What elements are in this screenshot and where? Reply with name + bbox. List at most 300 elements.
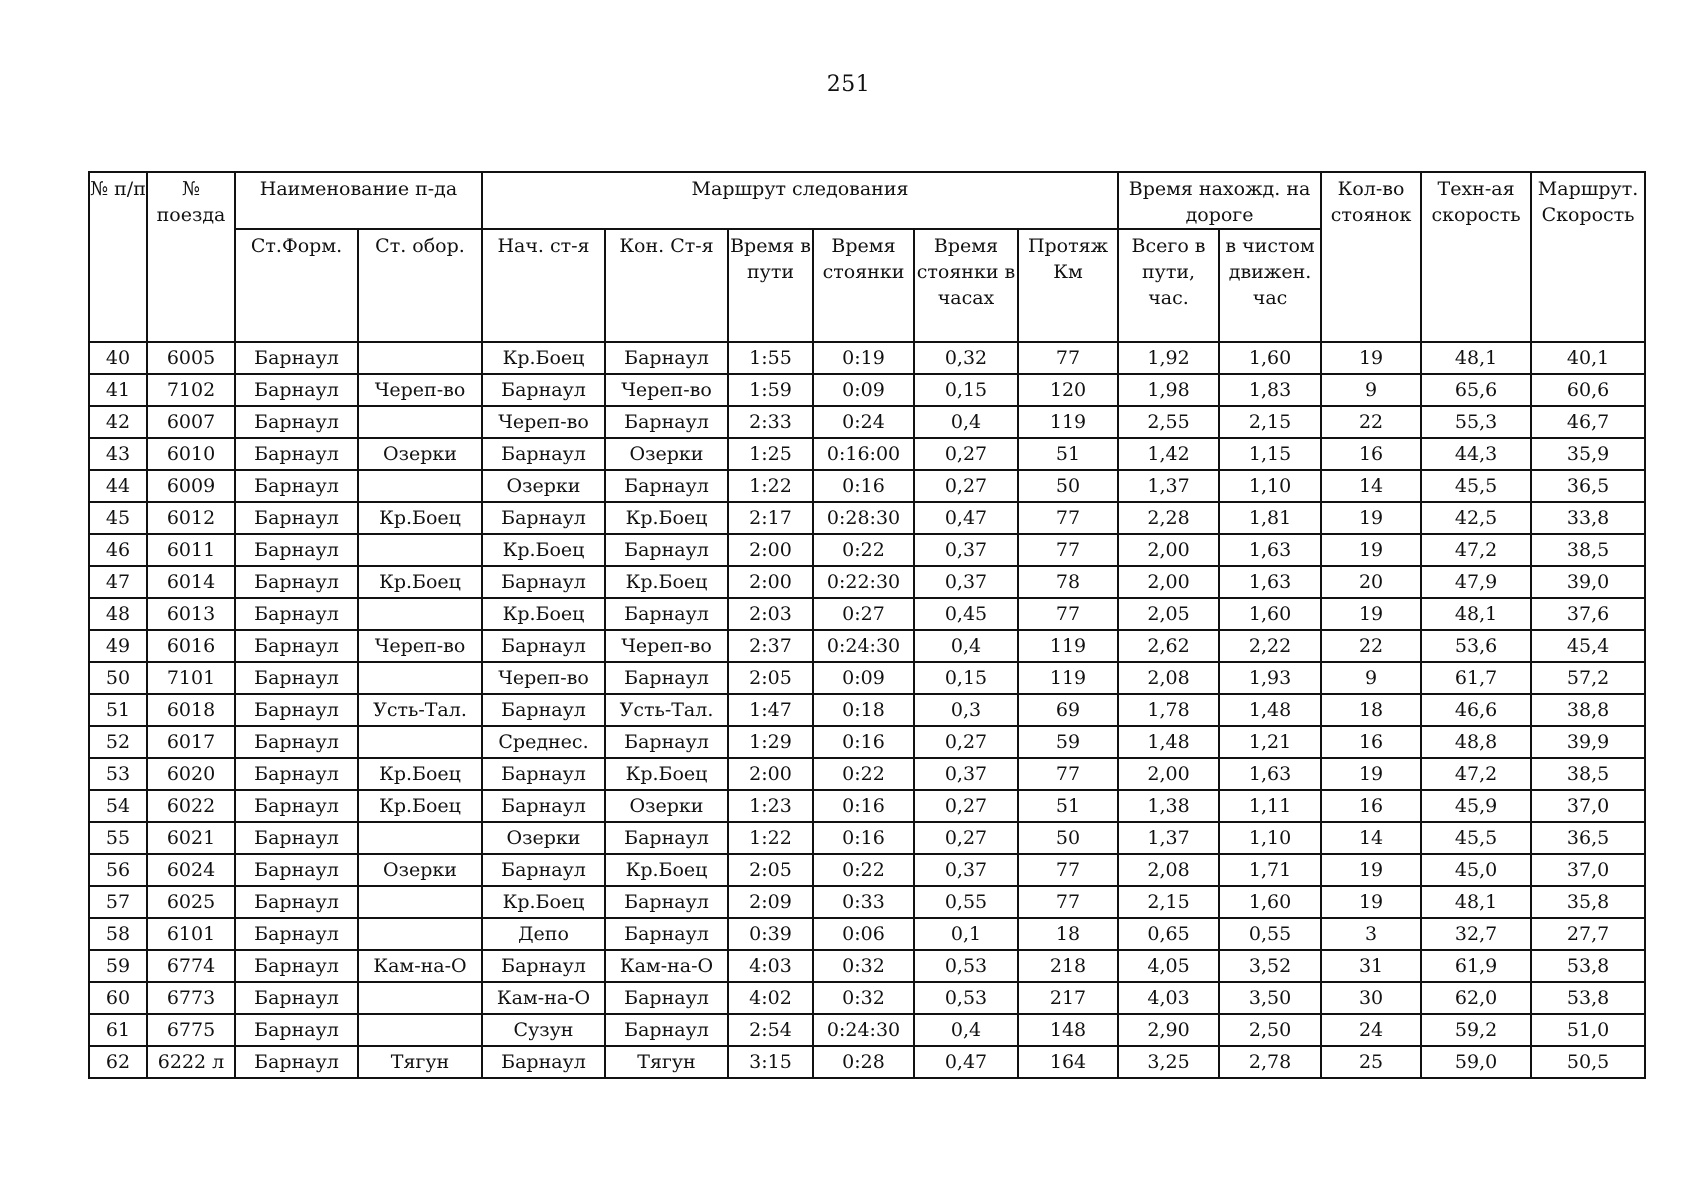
- table-cell: 9: [1321, 662, 1421, 694]
- table-cell: 32,7: [1421, 918, 1531, 950]
- table-cell: 14: [1321, 822, 1421, 854]
- table-cell: 38,5: [1531, 758, 1645, 790]
- table-cell: 2,08: [1118, 662, 1219, 694]
- table-cell: 6021: [147, 822, 235, 854]
- table-cell: 2,22: [1219, 630, 1321, 662]
- table-cell: 0,37: [914, 534, 1018, 566]
- table-cell: 6009: [147, 470, 235, 502]
- header-stop-hours: Время стоянки в часах: [914, 229, 1018, 342]
- table-row: [89, 470, 1645, 502]
- table-cell: 36,5: [1531, 470, 1645, 502]
- table-cell: 0:09: [813, 374, 914, 406]
- table-cell: 19: [1321, 886, 1421, 918]
- table-cell: 36,5: [1531, 822, 1645, 854]
- table-cell: Череп-во: [605, 374, 728, 406]
- table-cell: [358, 406, 482, 438]
- table-cell: 0:16: [813, 790, 914, 822]
- table-cell: [358, 470, 482, 502]
- table-cell: 46,7: [1531, 406, 1645, 438]
- table-cell: 0:32: [813, 982, 914, 1014]
- table-cell: 53: [89, 758, 147, 790]
- table-cell: 47,2: [1421, 758, 1531, 790]
- table-cell: Кр.Боец: [605, 502, 728, 534]
- table-cell: Барнаул: [605, 1014, 728, 1046]
- table-cell: 0:16: [813, 726, 914, 758]
- table-cell: Барнаул: [235, 566, 358, 598]
- table-cell: Барнаул: [605, 918, 728, 950]
- table-cell: 2,50: [1219, 1014, 1321, 1046]
- table-cell: 55: [89, 822, 147, 854]
- table-cell: 53,6: [1421, 630, 1531, 662]
- table-cell: Барнаул: [482, 694, 605, 726]
- table-cell: 6017: [147, 726, 235, 758]
- table-cell: 22: [1321, 630, 1421, 662]
- table-cell: 0:18: [813, 694, 914, 726]
- table-cell: Барнаул: [235, 1046, 358, 1078]
- table-cell: 46,6: [1421, 694, 1531, 726]
- table-cell: 1,81: [1219, 502, 1321, 534]
- table-cell: Барнаул: [235, 630, 358, 662]
- table-cell: 0,45: [914, 598, 1018, 630]
- table-cell: 1,38: [1118, 790, 1219, 822]
- table-cell: 65,6: [1421, 374, 1531, 406]
- table-cell: Барнаул: [235, 662, 358, 694]
- table-cell: 120: [1018, 374, 1118, 406]
- table-cell: 57,2: [1531, 662, 1645, 694]
- table-cell: 77: [1018, 854, 1118, 886]
- table-cell: 1,63: [1219, 758, 1321, 790]
- table-cell: 2:54: [728, 1014, 813, 1046]
- table-cell: 1:55: [728, 342, 813, 374]
- table-cell: Кр.Боец: [605, 854, 728, 886]
- table-cell: Озерки: [605, 438, 728, 470]
- table-cell: 16: [1321, 726, 1421, 758]
- table-cell: 53,8: [1531, 982, 1645, 1014]
- table-cell: [358, 1014, 482, 1046]
- table-cell: 1,92: [1118, 342, 1219, 374]
- table-cell: Барнаул: [482, 630, 605, 662]
- table-cell: 0,47: [914, 1046, 1018, 1078]
- table-cell: 19: [1321, 758, 1421, 790]
- table-cell: 2,05: [1118, 598, 1219, 630]
- table-cell: 6016: [147, 630, 235, 662]
- table-cell: [358, 886, 482, 918]
- table-cell: 42: [89, 406, 147, 438]
- table-cell: 6774: [147, 950, 235, 982]
- table-cell: 2:00: [728, 758, 813, 790]
- table-cell: 0:09: [813, 662, 914, 694]
- table-row: [89, 662, 1645, 694]
- table-cell: Кр.Боец: [605, 566, 728, 598]
- header-st-form: Ст.Форм.: [235, 229, 358, 342]
- table-cell: 49: [89, 630, 147, 662]
- table-cell: 2,15: [1118, 886, 1219, 918]
- table-cell: 50: [1018, 822, 1118, 854]
- table-cell: Озерки: [358, 438, 482, 470]
- header-total-hours: Всего в пути, час.: [1118, 229, 1219, 342]
- table-cell: 57: [89, 886, 147, 918]
- table-cell: 6007: [147, 406, 235, 438]
- table-cell: 2:05: [728, 854, 813, 886]
- table-row: [89, 726, 1645, 758]
- table-cell: Барнаул: [605, 470, 728, 502]
- table-cell: 62,0: [1421, 982, 1531, 1014]
- table-cell: Барнаул: [605, 726, 728, 758]
- table-cell: 1,71: [1219, 854, 1321, 886]
- table-cell: 1,83: [1219, 374, 1321, 406]
- table-cell: 2,15: [1219, 406, 1321, 438]
- table-cell: 2:00: [728, 566, 813, 598]
- header-route-group: Маршрут следования: [482, 172, 1118, 229]
- header-st-obor: Ст. обор.: [358, 229, 482, 342]
- table-cell: 22: [1321, 406, 1421, 438]
- table-cell: 0,4: [914, 406, 1018, 438]
- table-cell: 52: [89, 726, 147, 758]
- table-cell: 0,27: [914, 438, 1018, 470]
- table-cell: 2,08: [1118, 854, 1219, 886]
- table-cell: 0:39: [728, 918, 813, 950]
- table-cell: 45,4: [1531, 630, 1645, 662]
- table-header: [89, 172, 1645, 342]
- table-cell: 59,2: [1421, 1014, 1531, 1046]
- table-cell: 45,5: [1421, 470, 1531, 502]
- table-row: [89, 790, 1645, 822]
- header-travel-time: Время в пути: [728, 229, 813, 342]
- table-row: [89, 982, 1645, 1014]
- header-train-name-group: Наименование п-да: [235, 172, 482, 229]
- table-cell: Барнаул: [235, 406, 358, 438]
- table-cell: Барнаул: [235, 950, 358, 982]
- table-cell: 42,5: [1421, 502, 1531, 534]
- table-cell: 0,55: [914, 886, 1018, 918]
- table-cell: 37,6: [1531, 598, 1645, 630]
- table-row: [89, 822, 1645, 854]
- table-cell: 1,60: [1219, 886, 1321, 918]
- table-cell: 1:59: [728, 374, 813, 406]
- table-cell: 6025: [147, 886, 235, 918]
- table-cell: 164: [1018, 1046, 1118, 1078]
- table-cell: 1:47: [728, 694, 813, 726]
- table-cell: 16: [1321, 438, 1421, 470]
- table-cell: 60,6: [1531, 374, 1645, 406]
- table-cell: Кр.Боец: [358, 758, 482, 790]
- table-row: [89, 502, 1645, 534]
- table-cell: 3,25: [1118, 1046, 1219, 1078]
- table-cell: 217: [1018, 982, 1118, 1014]
- table-cell: 0:16:00: [813, 438, 914, 470]
- table-cell: 6012: [147, 502, 235, 534]
- table-cell: Череп-во: [358, 374, 482, 406]
- table-cell: 2:00: [728, 534, 813, 566]
- table-cell: 0:19: [813, 342, 914, 374]
- table-cell: 77: [1018, 758, 1118, 790]
- table-cell: 0:28: [813, 1046, 914, 1078]
- table-cell: Барнаул: [605, 598, 728, 630]
- table-cell: 2,00: [1118, 758, 1219, 790]
- table-cell: 3:15: [728, 1046, 813, 1078]
- table-cell: 77: [1018, 886, 1118, 918]
- table-cell: 45,9: [1421, 790, 1531, 822]
- table-cell: Барнаул: [235, 1014, 358, 1046]
- table-cell: 0:27: [813, 598, 914, 630]
- table-cell: 47,9: [1421, 566, 1531, 598]
- table-cell: 1,78: [1118, 694, 1219, 726]
- table-cell: 19: [1321, 598, 1421, 630]
- table-cell: 47,2: [1421, 534, 1531, 566]
- table-cell: 1,93: [1219, 662, 1321, 694]
- table-cell: Барнаул: [235, 758, 358, 790]
- table-cell: 4:03: [728, 950, 813, 982]
- table-cell: 6773: [147, 982, 235, 1014]
- table-cell: 54: [89, 790, 147, 822]
- table-cell: 1,37: [1118, 822, 1219, 854]
- table-cell: 6013: [147, 598, 235, 630]
- table-cell: 18: [1321, 694, 1421, 726]
- table-cell: 0,27: [914, 822, 1018, 854]
- header-train-num: № поезда: [147, 172, 235, 342]
- table-cell: 2:05: [728, 662, 813, 694]
- table-cell: 1:29: [728, 726, 813, 758]
- table-cell: Кр.Боец: [358, 566, 482, 598]
- table-cell: 0,27: [914, 790, 1018, 822]
- table-cell: 6024: [147, 854, 235, 886]
- table-cell: 51,0: [1531, 1014, 1645, 1046]
- table-cell: Барнаул: [235, 822, 358, 854]
- table-cell: 0:24:30: [813, 1014, 914, 1046]
- table-cell: 45,0: [1421, 854, 1531, 886]
- table-cell: 38,8: [1531, 694, 1645, 726]
- table-cell: Барнаул: [235, 374, 358, 406]
- table-cell: Кр.Боец: [482, 534, 605, 566]
- table-cell: [358, 662, 482, 694]
- table-cell: 0:32: [813, 950, 914, 982]
- table-cell: Барнаул: [482, 854, 605, 886]
- table-row: [89, 1046, 1645, 1078]
- table-cell: 6010: [147, 438, 235, 470]
- table-cell: 0:16: [813, 822, 914, 854]
- table-cell: 1,60: [1219, 342, 1321, 374]
- table-cell: 61,7: [1421, 662, 1531, 694]
- table-cell: 2,78: [1219, 1046, 1321, 1078]
- table-cell: 77: [1018, 598, 1118, 630]
- table-cell: Кр.Боец: [482, 598, 605, 630]
- table-cell: Озерки: [605, 790, 728, 822]
- table-cell: 77: [1018, 534, 1118, 566]
- table-cell: Барнаул: [235, 790, 358, 822]
- table-cell: Барнаул: [235, 438, 358, 470]
- table-cell: 1,63: [1219, 566, 1321, 598]
- table-cell: Барнаул: [482, 790, 605, 822]
- table-cell: 0,55: [1219, 918, 1321, 950]
- table-cell: 6222 л: [147, 1046, 235, 1078]
- table-cell: 0,53: [914, 950, 1018, 982]
- table-row: [89, 694, 1645, 726]
- table-cell: 0:22: [813, 758, 914, 790]
- table-cell: 2,28: [1118, 502, 1219, 534]
- table-cell: Череп-во: [358, 630, 482, 662]
- table-cell: 37,0: [1531, 790, 1645, 822]
- table-cell: Кр.Боец: [358, 790, 482, 822]
- table-cell: 2,62: [1118, 630, 1219, 662]
- table-cell: 41: [89, 374, 147, 406]
- header-start-station: Нач. ст-я: [482, 229, 605, 342]
- table-cell: Барнаул: [235, 982, 358, 1014]
- header-tech-speed: Техн-ая скорость: [1421, 172, 1531, 342]
- table-cell: Барнаул: [482, 1046, 605, 1078]
- table-cell: 16: [1321, 790, 1421, 822]
- table-cell: 7101: [147, 662, 235, 694]
- table-cell: 3,52: [1219, 950, 1321, 982]
- table-cell: 1,37: [1118, 470, 1219, 502]
- table-cell: 0,53: [914, 982, 1018, 1014]
- table-cell: 2:33: [728, 406, 813, 438]
- table-row: [89, 886, 1645, 918]
- table-cell: Тягун: [605, 1046, 728, 1078]
- table-cell: 30: [1321, 982, 1421, 1014]
- header-row-top: [89, 172, 1645, 229]
- train-schedule-table: [88, 171, 1646, 1079]
- header-time-group: Время нахожд. на дороге: [1118, 172, 1321, 229]
- table-cell: 1,42: [1118, 438, 1219, 470]
- table-body: [89, 342, 1645, 1078]
- table-cell: 0,32: [914, 342, 1018, 374]
- table-cell: Барнаул: [482, 566, 605, 598]
- table-cell: Барнаул: [235, 726, 358, 758]
- table-cell: Барнаул: [235, 886, 358, 918]
- table-row: [89, 566, 1645, 598]
- table-cell: Барнаул: [235, 918, 358, 950]
- table-cell: Кам-на-О: [605, 950, 728, 982]
- header-stops-count: Кол-во стоянок: [1321, 172, 1421, 342]
- table-row: [89, 854, 1645, 886]
- table-cell: Барнаул: [605, 534, 728, 566]
- table-cell: 35,8: [1531, 886, 1645, 918]
- table-cell: 59: [1018, 726, 1118, 758]
- table-cell: [358, 726, 482, 758]
- table-cell: 1:25: [728, 438, 813, 470]
- table-cell: Барнаул: [235, 534, 358, 566]
- table-cell: 218: [1018, 950, 1118, 982]
- table-cell: Тягун: [358, 1046, 482, 1078]
- table-cell: 0,37: [914, 758, 1018, 790]
- table-cell: 14: [1321, 470, 1421, 502]
- table-cell: 48,1: [1421, 598, 1531, 630]
- table-cell: 50,5: [1531, 1046, 1645, 1078]
- table-cell: 60: [89, 982, 147, 1014]
- table-cell: 0,37: [914, 566, 1018, 598]
- table-cell: Барнаул: [605, 342, 728, 374]
- table-cell: Барнаул: [235, 598, 358, 630]
- table-cell: 0,27: [914, 470, 1018, 502]
- table-cell: 77: [1018, 342, 1118, 374]
- table-cell: Усть-Тал.: [605, 694, 728, 726]
- table-cell: Барнаул: [482, 758, 605, 790]
- table-cell: 48,1: [1421, 886, 1531, 918]
- table-cell: Озерки: [482, 822, 605, 854]
- table-cell: 38,5: [1531, 534, 1645, 566]
- table-cell: 7102: [147, 374, 235, 406]
- table-cell: 27,7: [1531, 918, 1645, 950]
- table-cell: Барнаул: [605, 406, 728, 438]
- table-cell: 0,27: [914, 726, 1018, 758]
- table-cell: 2:09: [728, 886, 813, 918]
- table-cell: Кам-на-О: [482, 982, 605, 1014]
- table-cell: 51: [1018, 790, 1118, 822]
- table-cell: 0:22: [813, 534, 914, 566]
- table-cell: 43: [89, 438, 147, 470]
- table-cell: 19: [1321, 854, 1421, 886]
- table-row: [89, 1014, 1645, 1046]
- table-cell: 2,00: [1118, 566, 1219, 598]
- table-cell: 45,5: [1421, 822, 1531, 854]
- table-cell: Кр.Боец: [605, 758, 728, 790]
- table-cell: 62: [89, 1046, 147, 1078]
- table-cell: [358, 598, 482, 630]
- table-cell: Барнаул: [605, 982, 728, 1014]
- header-net-hours: в чистом движен. час: [1219, 229, 1321, 342]
- table-cell: 1:23: [728, 790, 813, 822]
- table-cell: Кам-на-О: [358, 950, 482, 982]
- table-cell: 2,55: [1118, 406, 1219, 438]
- table-cell: 40,1: [1531, 342, 1645, 374]
- table-row: [89, 598, 1645, 630]
- table-row: [89, 918, 1645, 950]
- table-cell: 61: [89, 1014, 147, 1046]
- table-cell: 119: [1018, 630, 1118, 662]
- table-cell: 6014: [147, 566, 235, 598]
- table-cell: 2:37: [728, 630, 813, 662]
- table-cell: 4,05: [1118, 950, 1219, 982]
- table-cell: 18: [1018, 918, 1118, 950]
- table-cell: Череп-во: [482, 662, 605, 694]
- table-row: [89, 342, 1645, 374]
- table-cell: 19: [1321, 534, 1421, 566]
- table-cell: 35,9: [1531, 438, 1645, 470]
- table-cell: 19: [1321, 502, 1421, 534]
- table-cell: Сузун: [482, 1014, 605, 1046]
- table-cell: 61,9: [1421, 950, 1531, 982]
- table-cell: Барнаул: [482, 502, 605, 534]
- table-cell: 55,3: [1421, 406, 1531, 438]
- table-cell: 0:06: [813, 918, 914, 950]
- table-cell: 59: [89, 950, 147, 982]
- table-cell: Череп-во: [605, 630, 728, 662]
- table-cell: 77: [1018, 502, 1118, 534]
- table-cell: 0,3: [914, 694, 1018, 726]
- table-cell: [358, 918, 482, 950]
- table-cell: 40: [89, 342, 147, 374]
- table-cell: 53,8: [1531, 950, 1645, 982]
- table-cell: 3: [1321, 918, 1421, 950]
- table-cell: 119: [1018, 406, 1118, 438]
- table-cell: Озерки: [358, 854, 482, 886]
- table-row: [89, 758, 1645, 790]
- table-cell: 6775: [147, 1014, 235, 1046]
- table-cell: Барнаул: [235, 854, 358, 886]
- table-cell: 46: [89, 534, 147, 566]
- table-cell: Барнаул: [235, 342, 358, 374]
- table-cell: 1:22: [728, 822, 813, 854]
- table-cell: 6020: [147, 758, 235, 790]
- table-row: [89, 534, 1645, 566]
- table-cell: 0:16: [813, 470, 914, 502]
- table-cell: 44,3: [1421, 438, 1531, 470]
- table-cell: 1,98: [1118, 374, 1219, 406]
- table-cell: 6018: [147, 694, 235, 726]
- table-cell: Барнаул: [482, 950, 605, 982]
- table-cell: 0:33: [813, 886, 914, 918]
- table-cell: 58: [89, 918, 147, 950]
